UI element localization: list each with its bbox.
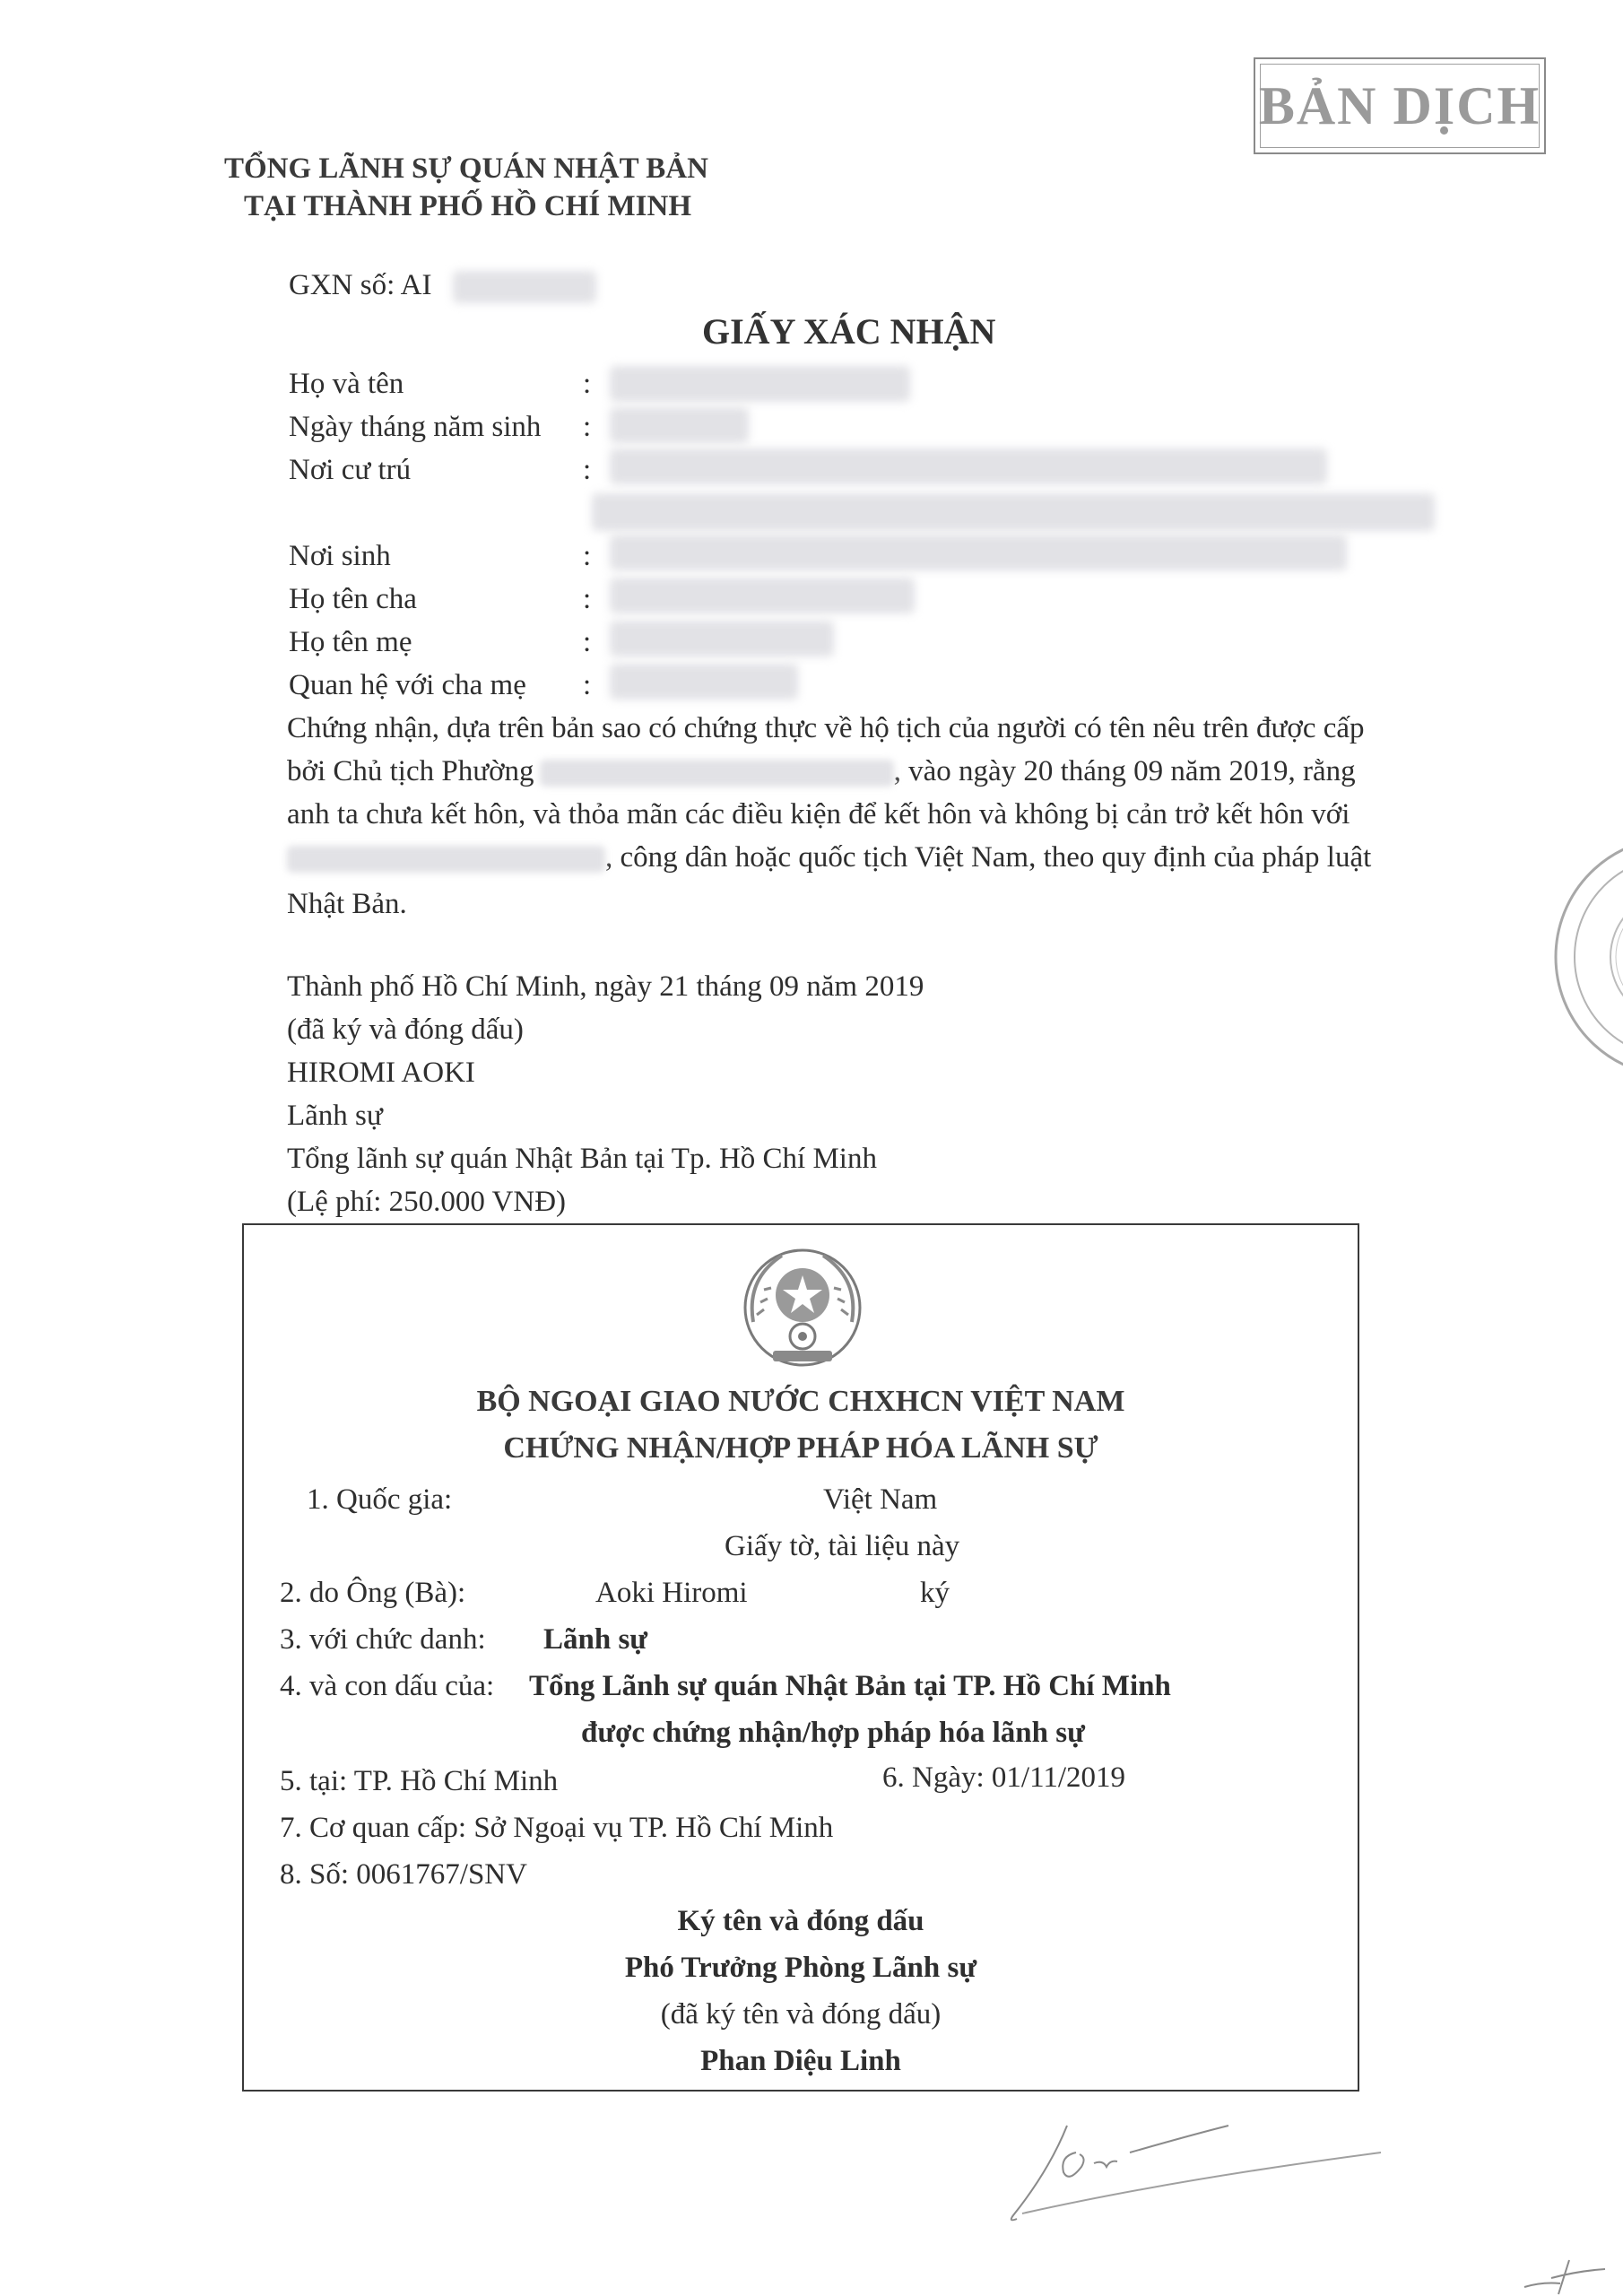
field-colon: : [583,368,592,400]
sign-title: Phó Trưởng Phòng Lãnh sự [624,1952,977,1984]
document-title: GIẤY XÁC NHẬN [702,311,996,352]
issuing-office: Tổng lãnh sự quán Nhật Bản tại Tp. Hồ Chí Minh [287,1143,877,1175]
field-colon: : [583,540,592,572]
field-label-full-name: Họ và tên [289,368,404,400]
item-6: 6. Ngày: 01/11/2019 [882,1761,1126,1794]
item-4-value: Tổng Lãnh sự quán Nhật Bản tại TP. Hồ Chí Minh [529,1670,1171,1702]
translation-stamp-label: BẢN DỊCH [1258,75,1541,135]
document-line: Giấy tờ, tài liệu này [725,1530,960,1562]
sign-name: Phan Diệu Linh [700,2045,901,2077]
certification-line-2a: bởi Chủ tịch Phường [287,755,534,787]
item-3-value: Lãnh sự [543,1623,648,1656]
item-2-suffix: ký [920,1577,950,1609]
certified-line: được chứng nhận/hợp pháp hóa lãnh sự [581,1717,1085,1749]
redacted-mother-name [610,621,834,657]
field-colon: : [583,454,592,486]
certification-line-4b: , công dân hoặc quốc tịch Việt Nam, theo quy định của pháp luật [605,841,1372,874]
signed-note: (đã ký và đóng dấu) [287,1013,524,1046]
redacted-birth-date [610,407,749,443]
field-colon: : [583,583,592,615]
sign-note: (đã ký tên và đóng dấu) [660,1998,942,2031]
place-date: Thành phố Hồ Chí Minh, ngày 21 tháng 09 năm 2019 [287,970,924,1003]
issuer-line-1: TỔNG LÃNH SỰ QUÁN NHẬT BẢN [224,152,708,185]
item-7: 7. Cơ quan cấp: Sở Ngoại vụ TP. Hồ Chí Minh [280,1812,834,1844]
certification-line-2 [287,750,1356,793]
field-label-father: Họ tên cha [289,583,417,615]
item-5: 5. tại: TP. Hồ Chí Minh [280,1765,559,1797]
notary-seal-icon [1541,832,1623,1082]
redacted-birthplace [610,535,1347,570]
field-label-birth-date: Ngày tháng năm sinh [289,411,542,443]
sign-heading: Ký tên và đóng dấu [677,1905,924,1937]
field-label-residence: Nơi cư trú [289,454,412,486]
national-emblem-icon [737,1243,868,1374]
certification-line-3: anh ta chưa kết hôn, và thỏa mãn các điều kiện để kết hôn và không bị cản trở kết hôn với [287,798,1350,831]
redacted-spouse-name [287,846,605,873]
item-2-value: Aoki Hiromi [595,1577,748,1609]
redacted-residence-line-1 [610,448,1327,484]
signer-title: Lãnh sự [287,1100,383,1132]
redacted-father-name [610,578,915,613]
certification-line-1: Chứng nhận, dựa trên bản sao có chứng thực về hộ tịch của người có tên nêu trên được cấp [287,712,1365,744]
field-label-parent-relation: Quan hệ với cha mẹ [289,669,526,701]
fee-note: (Lệ phí: 250.000 VNĐ) [287,1186,567,1218]
redacted-full-name [610,366,910,402]
certification-line-4 [287,836,1371,879]
initials-mark-icon [1515,2242,1614,2296]
signer-name: HIROMI AOKI [287,1057,475,1089]
redacted-parent-relation [610,664,798,700]
legalization-heading-2: CHỨNG NHẬN/HỢP PHÁP HÓA LÃNH SỰ [503,1431,1098,1465]
field-label-birthplace: Nơi sinh [289,540,391,572]
field-colon: : [583,669,592,701]
certification-line-5: Nhật Bản. [287,888,407,920]
legalization-heading-1: BỘ NGOẠI GIAO NƯỚC CHXHCN VIỆT NAM [476,1385,1125,1418]
field-colon: : [583,411,592,443]
item-1-label: 1. Quốc gia: [307,1483,453,1516]
item-2-label: 2. do Ông (Bà): [280,1577,466,1609]
field-colon: : [583,626,592,658]
field-label-mother: Họ tên mẹ [289,626,412,658]
redacted-reference-number [453,271,596,303]
item-8: 8. Số: 0061767/SNV [280,1858,527,1891]
item-4-label: 4. và con dấu của: [280,1670,495,1702]
item-1-value: Việt Nam [823,1483,938,1516]
certification-line-2b: , vào ngày 20 tháng 09 năm 2019, rằng [893,755,1356,787]
handwritten-signature-icon [995,2117,1408,2233]
redacted-residence-line-2 [592,493,1435,531]
issuer-line-2: TẠI THÀNH PHỐ HỒ CHÍ MINH [244,190,692,222]
reference-label: GXN số: AI [289,269,432,301]
redacted-ward-name [540,760,894,787]
translation-stamp [1254,57,1546,154]
item-3-label: 3. với chức danh: [280,1623,486,1656]
